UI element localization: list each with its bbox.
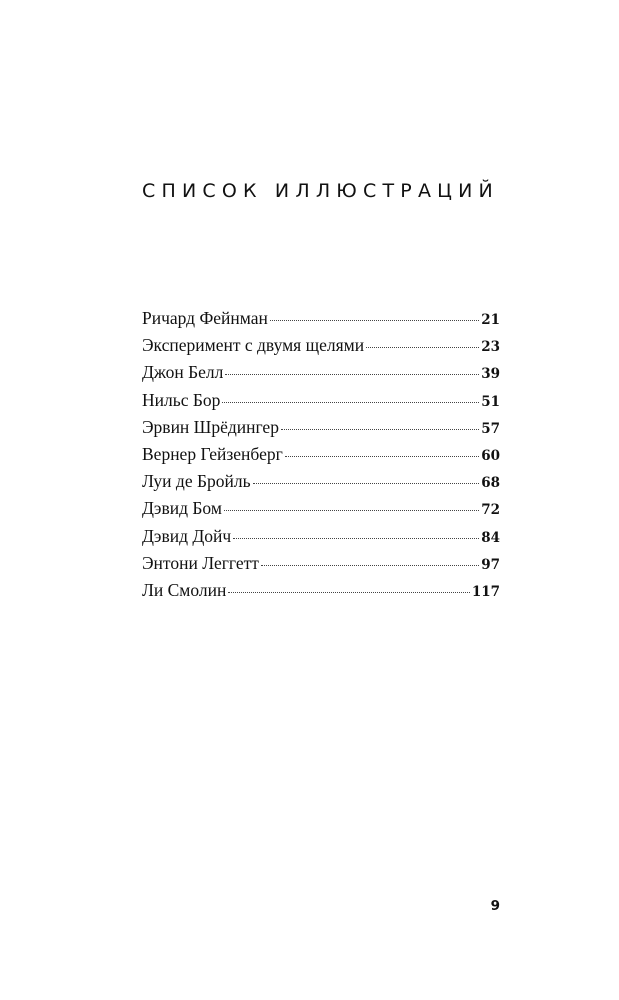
dot-leader — [281, 429, 479, 430]
list-item — [142, 577, 500, 604]
dot-leader — [285, 456, 479, 457]
entry-page-number: 60 — [481, 447, 500, 464]
page-number: 9 — [490, 898, 500, 914]
entry-title: Вернер Гейзенберг — [142, 443, 283, 464]
entry-page-number: 51 — [481, 393, 500, 410]
entry-title: Нильс Бор — [142, 389, 221, 410]
entry-title: Ли Смолин — [142, 579, 227, 600]
list-item — [142, 359, 500, 386]
dot-leader — [233, 538, 479, 539]
entry-title: Дэвид Бом — [142, 498, 222, 519]
entry-page-number: 117 — [471, 583, 500, 600]
entry-title: Ричард Фейнман — [142, 308, 268, 328]
dot-leader — [253, 483, 480, 484]
list-item — [142, 441, 500, 468]
entry-page-number: 39 — [481, 366, 500, 383]
dot-leader — [228, 592, 469, 593]
dot-leader — [261, 565, 479, 566]
list-item — [142, 468, 500, 495]
entry-page-number: 23 — [481, 339, 500, 356]
entry-title: Джон Белл — [142, 362, 224, 383]
entry-title: Дэвид Дойч — [142, 525, 232, 546]
list-item — [142, 332, 500, 359]
dot-leader — [224, 510, 479, 511]
illustrations-list — [142, 305, 500, 604]
entry-page-number: 68 — [481, 475, 500, 492]
entry-title: Луи де Бройль — [142, 471, 251, 492]
list-item — [142, 414, 500, 441]
dot-leader — [225, 374, 479, 375]
list-item — [142, 495, 500, 522]
entry-title: Энтони Леггетт — [142, 552, 259, 573]
list-item — [142, 550, 500, 577]
list-item — [142, 523, 500, 550]
list-item — [142, 305, 500, 332]
entry-title: Эксперимент с двумя щелями — [142, 335, 365, 356]
entry-page-number: 21 — [481, 312, 500, 328]
entry-page-number: 72 — [481, 502, 500, 519]
entry-page-number: 97 — [481, 556, 500, 573]
entry-page-number: 84 — [481, 529, 500, 546]
dot-leader — [366, 347, 479, 348]
entry-title: Эрвин Шрёдингер — [142, 416, 279, 437]
dot-leader — [270, 320, 479, 321]
entry-page-number: 57 — [481, 420, 500, 437]
page-title: СПИСОК ИЛЛЮСТРАЦИЙ — [142, 180, 499, 202]
list-item — [142, 387, 500, 414]
dot-leader — [222, 402, 479, 403]
